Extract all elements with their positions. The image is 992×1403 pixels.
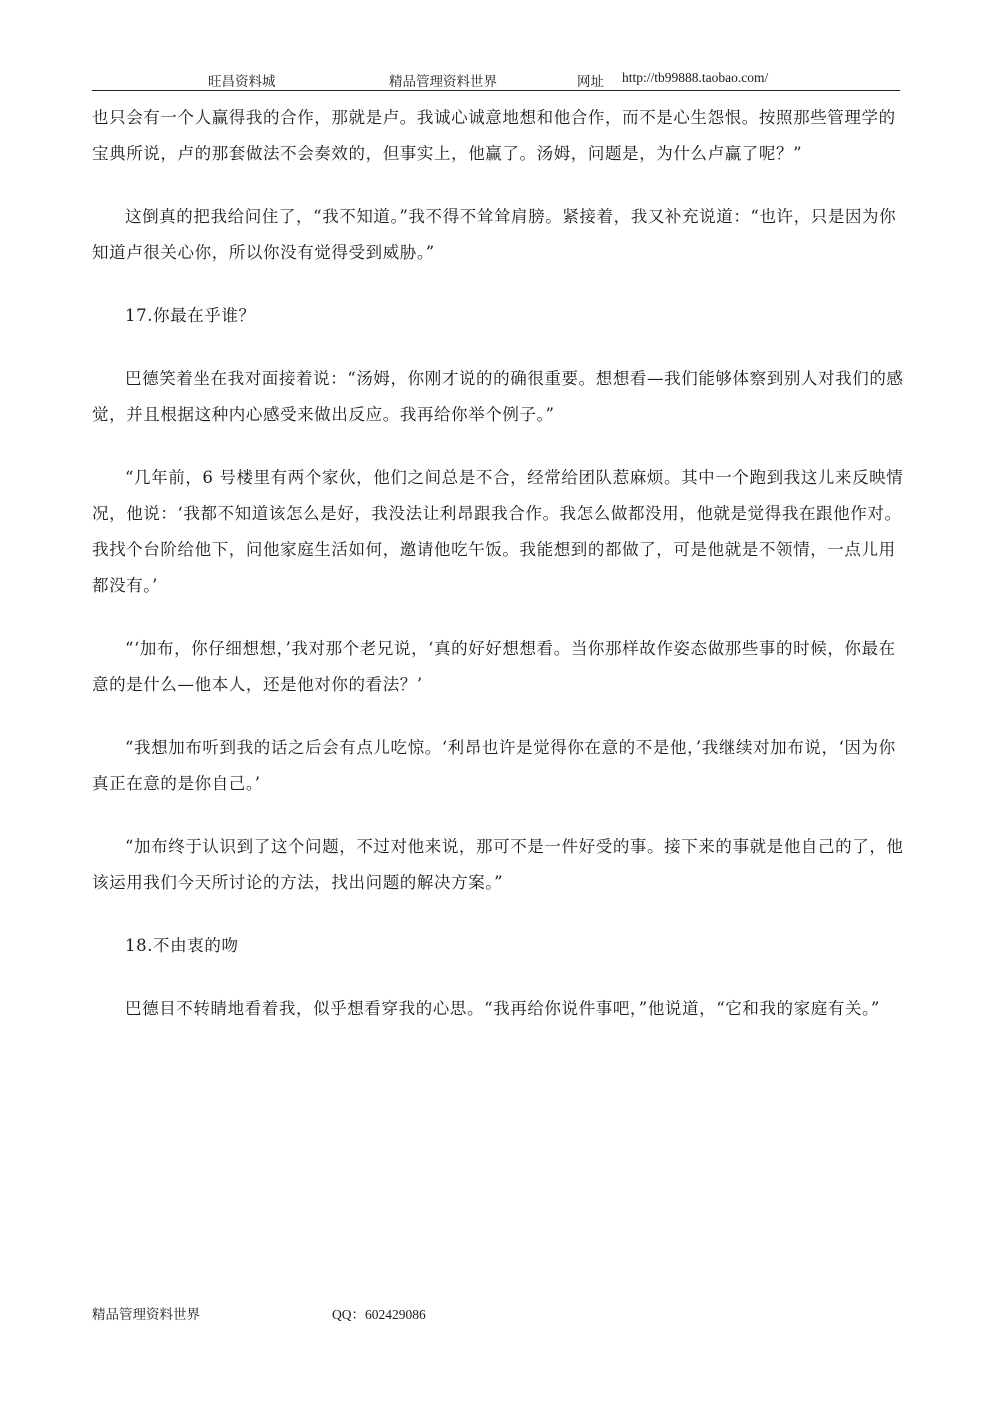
header-url-label: 网址 — [577, 74, 604, 90]
header-url: http://tb99888.taobao.com/ — [622, 70, 769, 85]
paragraph: “我想加布听到我的话之后会有点儿吃惊。‘利昂也许是觉得你在意的不是他，’我继续对加布说，‘因为你真正在意的是你自己。’ — [92, 738, 896, 793]
document-body — [92, 100, 904, 1054]
paragraph: “加布终于认识到了这个问题，不过对他来说，那可不是一件好受的事。接下来的事就是他自己的了，他该运用我们今天所讨论的方法，找出问题的解决方案。” — [92, 837, 904, 892]
paragraph: 也只会有一个人赢得我的合作，那就是卢。我诚心诚意地想和他合作，而不是心生怨恨。按照那些管理学的宝典所说，卢的那套做法不会奏效的，但事实上，他赢了。汤姆，问题是，为什么卢赢了呢？” — [92, 108, 896, 163]
page-footer — [92, 1303, 426, 1323]
footer-qq: QQ：602429086 — [332, 1307, 426, 1322]
footer-title: 精品管理资料世界 — [92, 1307, 200, 1323]
section-heading: 18.不由衷的吻 — [125, 936, 239, 955]
page-header — [92, 70, 900, 91]
paragraph: “几年前，6 号楼里有两个家伙，他们之间总是不合，经常给团队惹麻烦。其中一个跑到我这儿来反映情况，他说：‘我都不知道该怎么是好，我没法让利昂跟我合作。我怎么做都没用，他就是觉得我在跟他作对。我找个台阶给他下，问他家庭生活如何，邀请他吃午饭。我能想到的都做了，可是他就是不领情，一点儿用都没有。’ — [92, 468, 904, 595]
paragraph: 巴德目不转睛地看着我，似乎想看穿我的心思。“我再给你说件事吧，”他说道，“它和我的家庭有关。” — [125, 999, 880, 1018]
header-site-title: 精品管理资料世界 — [389, 74, 497, 90]
section-heading: 17.你最在乎谁？ — [125, 306, 256, 325]
paragraph: “‘加布，你仔细想想，’我对那个老兄说，‘真的好好想想看。当你那样故作姿态做那些事的时候，你最在意的是什么—他本人，还是他对你的看法？’ — [92, 639, 896, 694]
paragraph: 这倒真的把我给问住了，“我不知道。”我不得不耸耸肩膀。紧接着，我又补充说道：“也许，只是因为你知道卢很关心你，所以你没有觉得受到威胁。” — [92, 207, 897, 262]
header-shop-name: 旺昌资料城 — [208, 74, 276, 90]
paragraph: 巴德笑着坐在我对面接着说：“汤姆，你刚才说的的确很重要。想想看—我们能够体察到别人对我们的感觉，并且根据这种内心感受来做出反应。我再给你举个例子。” — [92, 369, 904, 424]
